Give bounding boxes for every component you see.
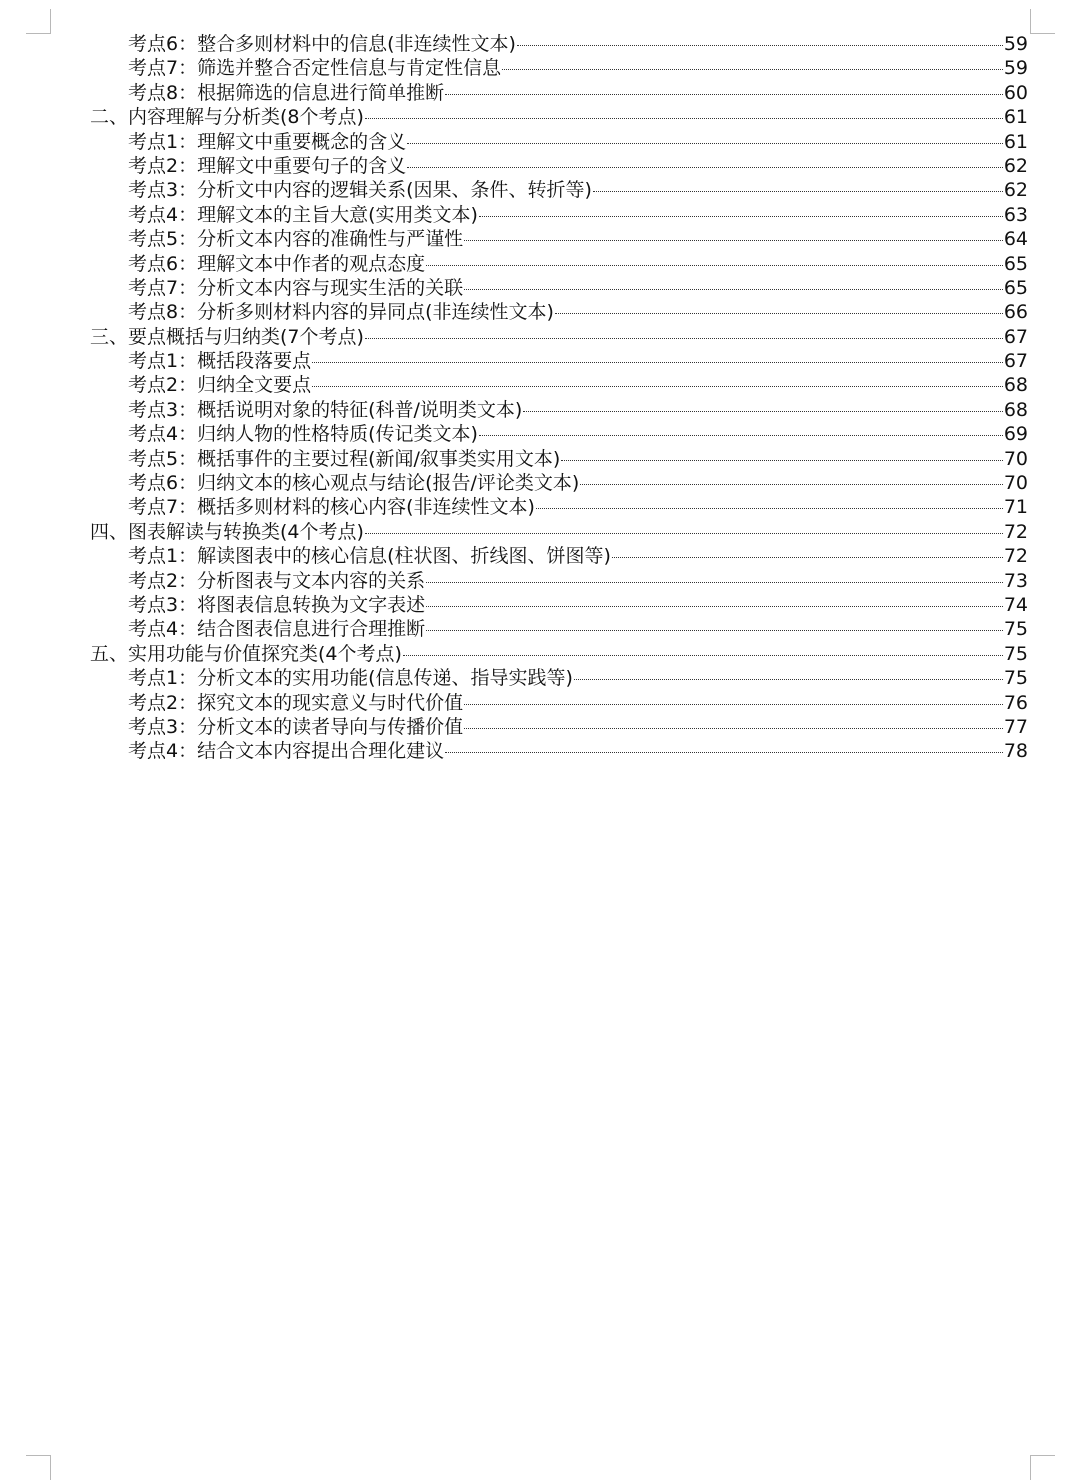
toc-subentry[interactable] [90,300,1028,324]
toc-subentry[interactable] [90,56,1028,80]
toc-page-number: 60 [1003,81,1028,104]
toc-entry-title: 考点2：分析图表与文本内容的关系 [128,569,426,592]
toc-subentry[interactable] [90,252,1028,276]
toc-subentry[interactable] [90,715,1028,739]
toc-subentry[interactable] [90,617,1028,641]
toc-page-number: 64 [1003,228,1028,251]
toc-page-number: 78 [1003,740,1028,763]
toc-entry-title: 考点1：概括段落要点 [128,350,312,373]
table-of-contents [90,32,1028,764]
toc-dot-leader [407,167,1003,168]
toc-subentry[interactable] [90,398,1028,422]
toc-entry-title: 考点4：归纳人物的性格特质(传记类文本) [128,423,478,446]
toc-entry-title: 三、要点概括与归纳类(7个考点) [90,325,364,348]
toc-page-number: 59 [1003,33,1028,55]
toc-subentry[interactable] [90,739,1028,763]
toc-dot-leader [365,338,1003,339]
toc-page-number: 77 [1003,715,1028,738]
toc-entry-title: 考点7：分析文本内容与现实生活的关联 [128,276,464,299]
crop-mark-top-right [1030,9,1055,34]
toc-dot-leader [426,582,1003,583]
toc-dot-leader [561,460,1002,461]
toc-dot-leader [426,630,1003,631]
toc-subentry[interactable] [90,373,1028,397]
toc-page-number: 70 [1003,447,1028,470]
toc-dot-leader [464,289,1003,290]
toc-dot-leader [464,704,1003,705]
toc-page-number: 63 [1003,203,1028,226]
toc-dot-leader [593,191,1003,192]
toc-subentry[interactable] [90,178,1028,202]
toc-entry-title: 考点5：分析文本内容的准确性与严谨性 [128,228,464,251]
toc-dot-leader [580,484,1002,485]
toc-entry-title: 考点6：理解文本中作者的观点态度 [128,252,426,275]
toc-subentry[interactable] [90,544,1028,568]
toc-page-number: 62 [1003,154,1028,177]
toc-dot-leader [426,606,1003,607]
toc-subentry[interactable] [90,666,1028,690]
toc-page-number: 75 [1003,642,1028,665]
toc-dot-leader [445,752,1003,753]
toc-subentry[interactable] [90,203,1028,227]
toc-entry-title: 考点1：分析文本的实用功能(信息传递、指导实践等) [128,667,573,690]
toc-entry-title: 考点5：概括事件的主要过程(新闻/叙事类实用文本) [128,447,561,470]
toc-dot-leader [312,386,1003,387]
toc-page-number: 65 [1003,252,1028,275]
toc-subentry[interactable] [90,81,1028,105]
toc-entry-title: 考点4：结合图表信息进行合理推断 [128,618,426,641]
toc-dot-leader [403,655,1003,656]
toc-entry-title: 考点3：概括说明对象的特征(科普/说明类文本) [128,398,523,421]
toc-dot-leader [574,679,1003,680]
toc-page-number: 75 [1003,618,1028,641]
toc-page-number: 67 [1003,350,1028,373]
toc-page-number: 62 [1003,179,1028,202]
crop-mark-bottom-left [26,1455,51,1480]
toc-page-number: 72 [1003,520,1028,543]
toc-dot-leader [479,216,1003,217]
toc-dot-leader [407,143,1003,144]
toc-subentry[interactable] [90,422,1028,446]
toc-page-number: 59 [1003,57,1028,80]
toc-subentry[interactable] [90,276,1028,300]
toc-subentry[interactable] [90,227,1028,251]
toc-dot-leader [365,118,1003,119]
toc-entry-title: 考点6：整合多则材料中的信息(非连续性文本) [128,33,516,55]
toc-page-number: 76 [1003,691,1028,714]
toc-page-number: 69 [1003,423,1028,446]
toc-entry-title: 考点1：解读图表中的核心信息(柱状图、折线图、饼图等) [128,545,611,568]
toc-entry-title: 五、实用功能与价值探究类(4个考点) [90,642,402,665]
crop-mark-top-left [26,9,51,34]
toc-dot-leader [464,240,1003,241]
toc-subentry[interactable] [90,471,1028,495]
toc-entry-title: 考点8：根据筛选的信息进行简单推断 [128,81,445,104]
toc-page-number: 68 [1003,398,1028,421]
toc-subentry[interactable] [90,349,1028,373]
toc-page-number: 71 [1003,496,1028,519]
toc-entry-title: 考点6：归纳文本的核心观点与结论(报告/评论类文本) [128,472,580,495]
toc-dot-leader [479,435,1003,436]
toc-entry-title: 考点4：理解文本的主旨大意(实用类文本) [128,203,478,226]
toc-dot-leader [426,265,1003,266]
toc-dot-leader [536,508,1003,509]
toc-page-number: 67 [1003,325,1028,348]
toc-dot-leader [612,557,1003,558]
toc-section-entry[interactable] [90,325,1028,349]
toc-dot-leader [464,728,1003,729]
toc-subentry[interactable] [90,593,1028,617]
toc-dot-leader [517,45,1003,46]
toc-entry-title: 考点7：筛选并整合否定性信息与肯定性信息 [128,57,502,80]
toc-page-number: 68 [1003,374,1028,397]
toc-subentry[interactable] [90,447,1028,471]
toc-subentry[interactable] [90,154,1028,178]
toc-section-entry[interactable] [90,520,1028,544]
toc-entry-title: 考点3：将图表信息转换为文字表述 [128,593,426,616]
toc-section-entry[interactable] [90,642,1028,666]
toc-entry-title: 考点1：理解文中重要概念的含义 [128,130,407,153]
toc-subentry[interactable] [90,691,1028,715]
toc-section-entry[interactable] [90,105,1028,129]
toc-entry-title: 二、内容理解与分析类(8个考点) [90,106,364,129]
toc-page-number: 74 [1003,593,1028,616]
toc-entry-title: 考点2：理解文中重要句子的含义 [128,154,407,177]
toc-entry-title: 四、图表解读与转换类(4个考点) [90,520,364,543]
toc-dot-leader [502,69,1003,70]
toc-entry-title: 考点4：结合文本内容提出合理化建议 [128,740,445,763]
toc-page-number: 61 [1003,106,1028,129]
toc-subentry[interactable] [90,32,1028,56]
toc-page-number: 61 [1003,130,1028,153]
toc-page-number: 66 [1003,301,1028,324]
toc-page-number: 72 [1003,545,1028,568]
toc-subentry[interactable] [90,495,1028,519]
toc-subentry[interactable] [90,130,1028,154]
toc-dot-leader [365,533,1003,534]
toc-subentry[interactable] [90,569,1028,593]
toc-entry-title: 考点3：分析文中内容的逻辑关系(因果、条件、转折等) [128,179,592,202]
toc-page-number: 70 [1003,472,1028,495]
toc-page-number: 75 [1003,667,1028,690]
toc-dot-leader [555,313,1003,314]
toc-dot-leader [312,362,1003,363]
toc-dot-leader [523,411,1002,412]
crop-mark-bottom-right [1030,1455,1055,1480]
toc-page-number: 73 [1003,569,1028,592]
toc-page-number: 65 [1003,276,1028,299]
toc-dot-leader [445,94,1003,95]
toc-entry-title: 考点3：分析文本的读者导向与传播价值 [128,715,464,738]
toc-entry-title: 考点7：概括多则材料的核心内容(非连续性文本) [128,496,535,519]
toc-entry-title: 考点2：归纳全文要点 [128,374,312,397]
toc-entry-title: 考点8：分析多则材料内容的异同点(非连续性文本) [128,301,554,324]
toc-entry-title: 考点2：探究文本的现实意义与时代价值 [128,691,464,714]
